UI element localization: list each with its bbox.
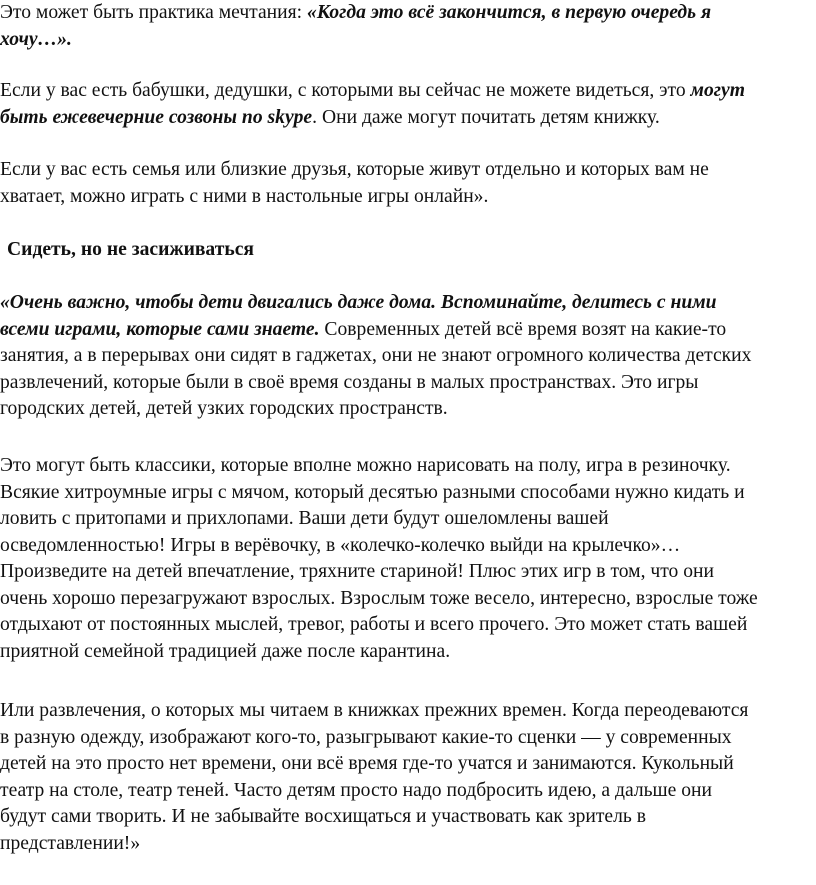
heading-text: Сидеть, но не засиживаться: [7, 239, 255, 260]
emphasis-text: могут: [690, 80, 745, 101]
text-line: [0, 27, 816, 54]
paragraph-daydream-practice: [0, 0, 816, 53]
paragraph-old-entertainment: [0, 698, 816, 857]
plain-text: Современных детей всё время возят на какие-то: [319, 318, 727, 340]
text-line: развлечений, которые были в своё время созданы в малых пространствах. Это игры: [0, 371, 699, 393]
text-line: [0, 290, 816, 317]
text-line: отдыхают от постоянных мыслей, тревог, работы и всего прочего. Это может стать вашей: [0, 614, 748, 635]
text-line: детей на это просто нет времени, они всё время где-то учатся и занимаются. Кукольный: [0, 753, 734, 774]
text-line: приятной семейной традицией даже после карантина.: [0, 640, 451, 662]
paragraph-family-friends: [0, 157, 816, 210]
text-line: [0, 0, 816, 27]
text-line: в разную одежду, изображают кого-то, разыгрывают какие-то сценки — у современных: [0, 726, 732, 748]
plain-text: . Они даже могут почитать детям книжку.: [312, 106, 660, 128]
text-line: занятия, а в перерывах они сидят в гаджетах, они не знают огромного количества детских: [0, 345, 752, 366]
emphasis-text: «Когда это всё закончится, в первую очередь я: [307, 2, 712, 23]
text-line: театр на столе, театр теней. Часто детям просто надо подбросить идею, а дальше они: [0, 779, 713, 801]
text-line: Это могут быть классики, которые вполне можно нарисовать на полу, игра в резиночку.: [0, 455, 731, 476]
text-line: [0, 105, 816, 132]
text-line: Или развлечения, о которых мы читаем в книжках прежних времен. Когда переодеваются: [0, 700, 749, 721]
text-line: будут сами творить. И не забывайте восхищаться и участвовать как зритель в: [0, 806, 646, 827]
plain-text: Это может быть практика мечтания:: [0, 2, 308, 23]
text-line: осведомленностью! Игры в верёвочку, в «колечко-колечко выйди на крылечко»…: [0, 534, 681, 556]
text-line: ловить с притопами и прихлопами. Ваши дети будут ошеломлены вашей: [0, 508, 609, 529]
emphasis-text: хочу…».: [0, 28, 72, 50]
emphasis-text: быть ежевечерние созвоны по skype: [0, 106, 313, 128]
text-line: представлении!»: [0, 832, 141, 854]
paragraph-classic-games: [0, 453, 816, 665]
text-line: Произведите на детей впечатление, тряхните стариной! Плюс этих игр в том, что они: [0, 561, 714, 582]
text-line: [0, 317, 816, 344]
emphasis-text: «Очень важно, чтобы дети двигались даже дома. Вспоминайте, делитесь с ними: [0, 292, 717, 313]
text-line: [0, 78, 816, 105]
text-line: Если у вас есть семья или близкие друзья, которые живут отдельно и которых вам не: [0, 159, 709, 180]
text-line: хватает, можно играть с ними в настольные игры онлайн».: [0, 185, 489, 207]
paragraph-grandparents: [0, 78, 816, 131]
paragraph-movement: [0, 290, 816, 423]
text-line: Всякие хитроумные игры с мячом, который десятью разными способами нужно кидать и: [0, 481, 745, 503]
text-line: городских детей, детей узких городских пространств.: [0, 398, 448, 419]
emphasis-text: всеми играми, которые сами знаете.: [0, 318, 320, 340]
text-line: очень хорошо перезагружают взрослых. Взрослым тоже весело, интересно, взрослые тоже: [0, 587, 758, 609]
plain-text: Если у вас есть бабушки, дедушки, с которыми вы сейчас не можете видеться, это: [0, 80, 691, 101]
section-heading: [0, 237, 816, 264]
